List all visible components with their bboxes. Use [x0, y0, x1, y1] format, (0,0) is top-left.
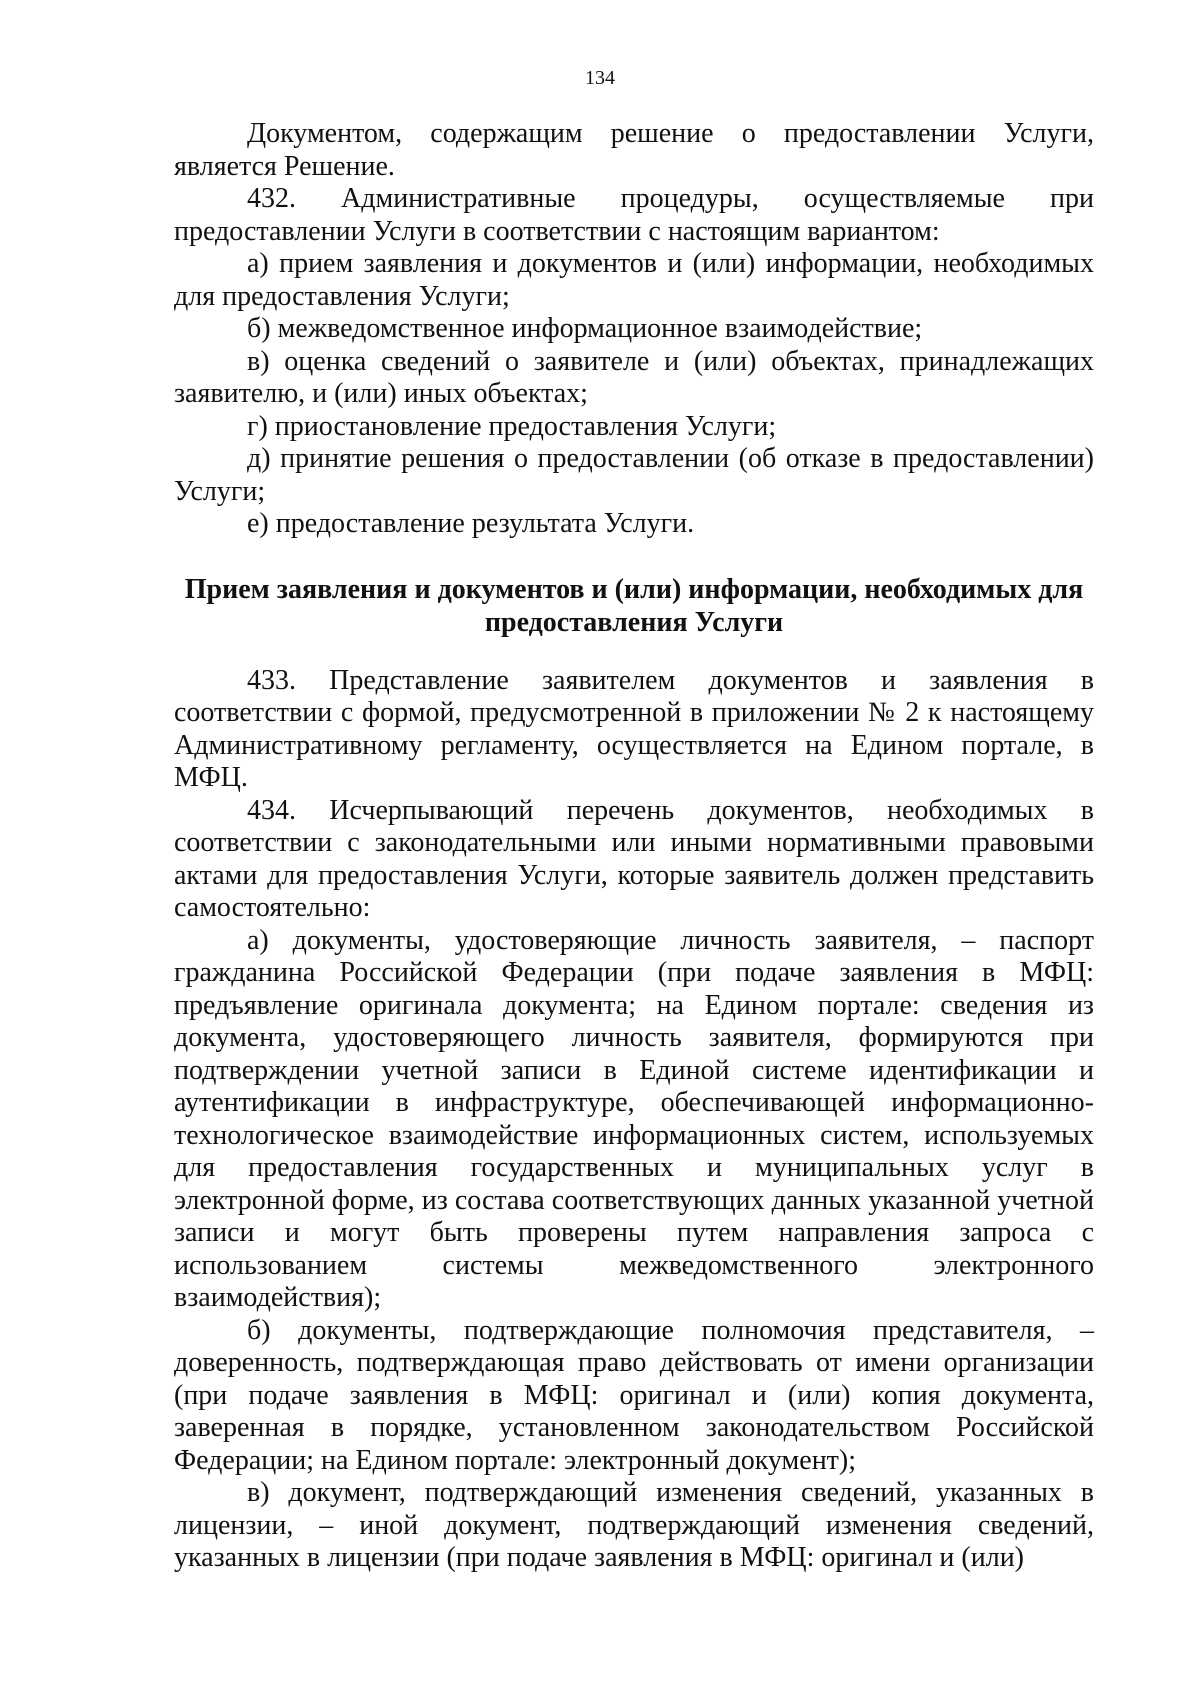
- list-item-e: е) предоставление результата Услуги.: [247, 508, 695, 539]
- list-item-434-v: в) документ, подтверждающий изменения сведений, указанных в лицензии, – иной документ, подтверждающий изменения сведений, указанных в лицензии (при подаче заявления в МФЦ: оригинал и (или): [174, 1477, 1094, 1573]
- paragraph-432: 432. Административные процедуры, осуществляемые при предоставлении Услуги в соответствии с настоящим вариантом:: [174, 183, 1094, 247]
- list-item-434-b: б) документы, подтверждающие полномочия представителя, – доверенность, подтверждающая право действовать от имени организации (при подаче заявления в МФЦ: оригинал и (или) копия документа, заверенная в порядке, установленном законодательством Российской Федерации; на Едином портале: электронный документ);: [174, 1314, 1094, 1476]
- section-heading-line1: Прием заявления и документов и (или) информации, необходимых для: [184, 573, 1084, 605]
- document-body: [174, 118, 1094, 1575]
- paragraph-result-document: Документом, содержащим решение о предоставлении Услуги, является Решение.: [174, 118, 1094, 182]
- section-heading: [174, 573, 1094, 639]
- list-item-434-a: а) документы, удостоверяющие личность заявителя, – паспорт гражданина Российской Федерации (при подаче заявления в МФЦ: предъявление оригинала документа; на Едином портале: сведения из документа, удостоверяющего личность заявителя, формируются при подтверждении учетной записи в Единой системе идентификации и аутентификации в инфраструктуре, обеспечивающей информационно-технологическое взаимодействие информационных систем, используемых для предоставления государственных и муниципальных услуг в электронной форме, из состава соответствующих данных указанной учетной записи и могут быть проверены путем направления запроса с использованием системы межведомственного электронного взаимодействия);: [174, 924, 1094, 1313]
- list-item-v: в) оценка сведений о заявителе и (или) объектах, принадлежащих заявителю, и (или) иных объектах;: [174, 345, 1094, 409]
- list-item-d: д) принятие решения о предоставлении (об отказе в предоставлении) Услуги;: [174, 443, 1094, 507]
- paragraph-434: 434. Исчерпывающий перечень документов, необходимых в соответствии с законодательными или иными нормативными правовыми актами для предоставления Услуги, которые заявитель должен представить самостоятельно:: [174, 794, 1094, 923]
- page-number: 134: [585, 67, 615, 89]
- list-item-a: а) прием заявления и документов и (или) информации, необходимых для предоставления Услуги;: [174, 248, 1094, 312]
- list-item-b: б) межведомственное информационное взаимодействие;: [247, 313, 923, 344]
- section-heading-line2: предоставления Услуги: [484, 606, 784, 638]
- list-item-g: г) приостановление предоставления Услуги;: [247, 410, 777, 442]
- paragraph-433: 433. Представление заявителем документов и заявления в соответствии с формой, предусмотренной в приложении № 2 к настоящему Административному регламенту, осуществляется на Едином портале, в МФЦ.: [174, 664, 1094, 793]
